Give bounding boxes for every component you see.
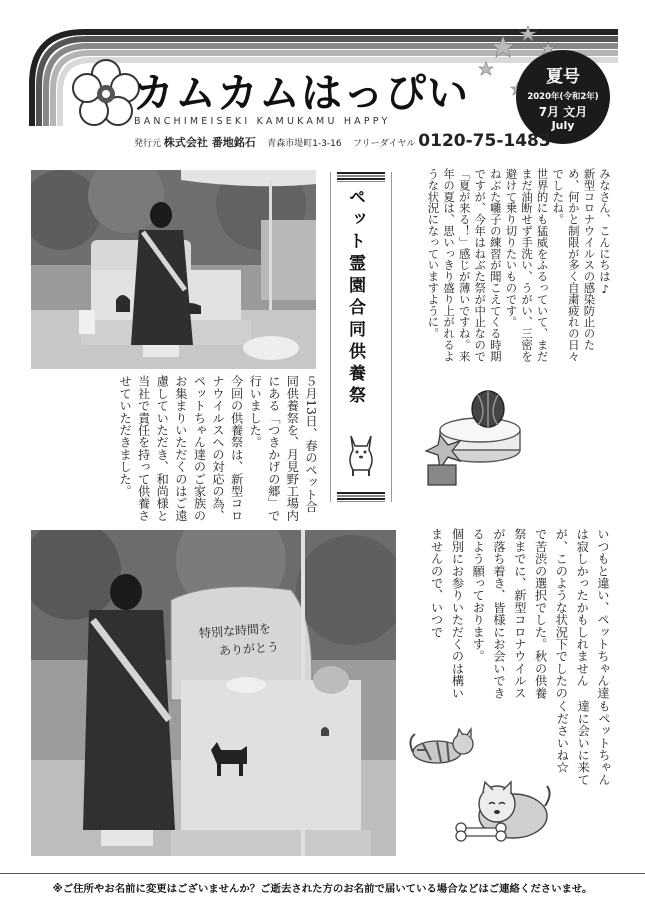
article-body-part2: いつもと違い、ペットちゃん達は寂しかったかもしれませんが、このような状況下でしたので苦渋の選択でした。秋の供養祭までに、新型コロナウイルスが落ち着き、皆様にお会いできるよう願っております。 個別にお参りいただくのは構いませんので、いつで [429, 528, 610, 699]
issue-month-english: July [551, 119, 575, 132]
cat-lying-icon [407, 720, 477, 770]
publisher-address: 青森市堤町1-3-16 [267, 139, 342, 149]
memorial-sign-line1: 特別な時間を [198, 621, 272, 641]
photo-memorial-top [31, 170, 316, 369]
masthead-subtitle: BANCHIMEISEKI KAMUKAMU HAPPY [134, 116, 391, 127]
phone-number: 0120-75-1483 [418, 131, 551, 151]
intro-text: みなさん、こんにちは♪ 新型コロナウイルスの感染防止のため、何かと制限が多く自粛疲れの日々でしたね。 世界的にも猛威をふるっていて、まだまだ油断せず手洗い、うがい、三密を避けて乗り切りたいものです。 ねぶた囃子の練習が聞こえてくる時期ですが、今年はねぶた祭が中止なので「夏が来る！」感じが薄いですね。来年の夏は、思いっきり盛り上がれるような状況になっていますように。 [426, 168, 612, 362]
publisher-label: 発行元 [134, 139, 162, 149]
dog-sitting-icon [341, 430, 381, 480]
footer-note: ※ご住所やお名前に変更はございませんか？ご逝去された方のお名前で届いている場合などはご連絡くださいませ。 [52, 883, 593, 895]
article-body-part1: ５月13日、春のペット合同供養祭を、月見野工場内にある「つきかげの郷」で行いました。 今回の供養祭は、新型コロナウイルスへの対応の為、ペットちゃん達のご家族のお集まりいただくのはご遠慮していただき、和尚様と当社で責任を持って供養させていただきました。 [118, 375, 318, 522]
issue-season: 夏号 [546, 67, 580, 87]
issue-year: 2020年(令和2年) [527, 92, 599, 102]
flower-logo-icon [73, 60, 139, 125]
publisher-line [134, 131, 551, 151]
dog-with-bone-icon [455, 770, 555, 848]
phone-label: フリーダイヤル [353, 139, 416, 149]
publisher-company: 株式会社 番地銘石 [163, 136, 256, 149]
photo-memorial-bottom [31, 530, 396, 856]
title-top-bar [337, 172, 385, 182]
summer-decoration-icon [420, 385, 530, 495]
issue-badge [516, 50, 610, 144]
title-bottom-bar [337, 492, 385, 502]
article-body-part3: もペットちゃん達に会いに来てくださいね☆ [555, 700, 611, 786]
masthead-title: カムカムはっぴい [133, 69, 469, 117]
article-title: ペット霊園合同供養祭 [345, 188, 365, 408]
memorial-sign-line2: ありがとう [218, 639, 280, 659]
issue-month: 7月 文月 [538, 105, 588, 119]
footer-divider [0, 873, 645, 874]
